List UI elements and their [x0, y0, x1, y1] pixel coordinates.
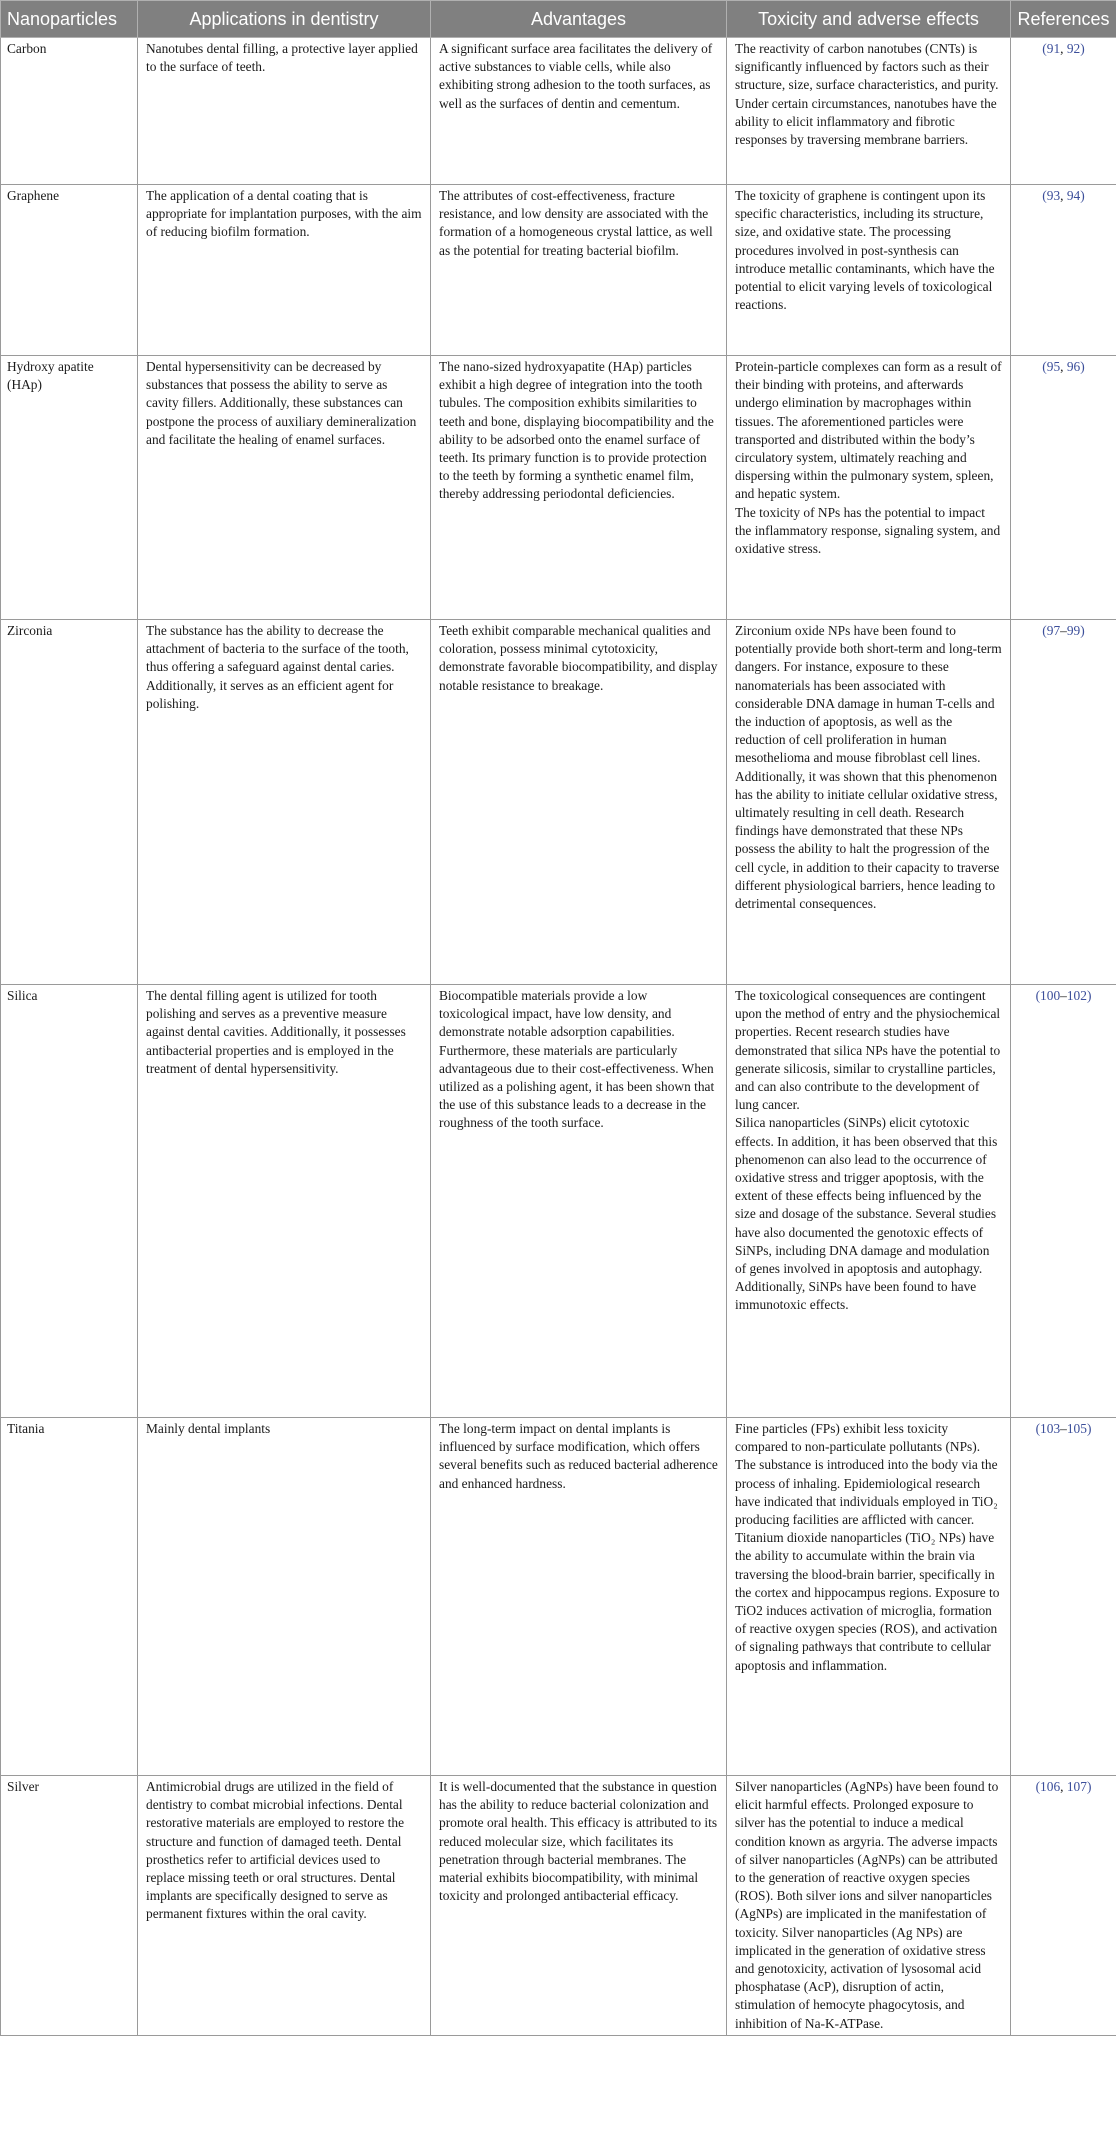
toxicity-cell: [727, 185, 1011, 356]
reference-separator: ,: [1060, 359, 1067, 374]
reference-link[interactable]: 91: [1046, 41, 1061, 56]
reference-link[interactable]: 93: [1046, 188, 1061, 203]
header-nanoparticles: Nanoparticles: [1, 1, 138, 38]
application-cell: Dental hypersensitivity can be decreased by substances that possess the ability to serve as cavity fillers. Additionally, these substances can postpone the process of auxiliary demineralization and facilitate the healing of enamel surfaces.: [138, 356, 431, 620]
reference-link[interactable]: 102: [1066, 988, 1087, 1003]
toxicity-cell: [727, 985, 1011, 1418]
advantages-cell: It is well-documented that the substance in question has the ability to reduce bacterial colonization and promote oral health. This efficacy is attributed to its reduced molecular size, which facilitates its penetration through bacterial membranes. The material exhibits biocompatibility, with minimal toxicity and prolonged antibacterial efficacy.: [431, 1776, 727, 2036]
references-cell: (95, 96): [1011, 356, 1116, 620]
header-references: References: [1011, 1, 1116, 38]
reference-link[interactable]: 97: [1046, 623, 1061, 638]
reference-link[interactable]: 103: [1040, 1421, 1061, 1436]
table-body: [1, 38, 1116, 2036]
references-cell: (93, 94): [1011, 185, 1116, 356]
header-row: [1, 1, 1116, 38]
toxicity-paragraph: Fine particles (FPs) exhibit less toxicity compared to non-particulate pollutants (NPs). The substance is introduced into the body via the process of inhaling. Epidemiological research have indicated that individuals employed in TiO₂ producing facilities are afflicted with cancer. Titanium dioxide nanoparticles (TiO₂ NPs) have the ability to accumulate within the brain via traversing the blood-brain barrier, specifically in the cortex and hippocampus regions. Exposure to TiO2 induces activation of microglia, formation of reactive oxygen species (ROS), and activation of signaling pathways that contribute to cellular apoptosis and inflammation.: [735, 1421, 1000, 1673]
header-advantages: Advantages: [431, 1, 727, 38]
reference-separator: –: [1060, 623, 1067, 638]
reference-separator: ,: [1060, 1779, 1067, 1794]
toxicity-paragraph: The toxicity of graphene is contingent upon its specific characteristics, including its structure, size, and oxidative state. The processing procedures involved in post-synthesis can introduce metallic contaminants, which have the potential to elicit varying levels of toxicological reactions.: [735, 188, 995, 313]
toxicity-paragraph: Silica nanoparticles (SiNPs) elicit cytotoxic effects. In addition, it has been observed that this phenomenon can also lead to the occurrence of oxidative stress and trigger apoptosis, with the extent of these effects being influenced by the size and dosage of the substance. Several studies have also documented the genotoxic effects of SiNPs, including DNA damage and modulation of genes involved in apoptosis and autophagy. Additionally, SiNPs have been found to have immunotoxic effects.: [735, 1115, 998, 1313]
references-cell: (91, 92): [1011, 38, 1116, 185]
toxicity-paragraph: The toxicological consequences are contingent upon the method of entry and the physiochemical properties. Recent research studies have demonstrated that silica NPs have the potential to generate silicosis, similar to crystalline particles, and can also contribute to the development of lung cancer.: [735, 988, 1001, 1113]
header-toxicity: Toxicity and adverse effects: [727, 1, 1011, 38]
table-row: [1, 356, 1116, 620]
application-cell: Nanotubes dental filling, a protective layer applied to the surface of teeth.: [138, 38, 431, 185]
nanoparticle-name: Titania: [1, 1418, 138, 1776]
table-row: [1, 185, 1116, 356]
references-cell: (106, 107): [1011, 1776, 1116, 2036]
toxicity-paragraph: The toxicity of NPs has the potential to impact the inflammatory response, signaling system, and oxidative stress.: [735, 504, 1001, 557]
table-header: [1, 1, 1116, 38]
application-cell: Mainly dental implants: [138, 1418, 431, 1776]
nanoparticle-name: Zirconia: [1, 620, 138, 985]
toxicity-cell: [727, 1418, 1011, 1776]
table-row: [1, 1418, 1116, 1776]
nanoparticle-name: Graphene: [1, 185, 138, 356]
reference-link[interactable]: 99: [1066, 623, 1081, 638]
reference-separator: ,: [1060, 188, 1067, 203]
reference-link[interactable]: 94: [1066, 188, 1081, 203]
advantages-cell: Teeth exhibit comparable mechanical qualities and coloration, possess minimal cytotoxicity, demonstrate favorable biocompatibility, and display notable resistance to breakage.: [431, 620, 727, 985]
nanoparticle-name: Carbon: [1, 38, 138, 185]
toxicity-cell: [727, 1776, 1011, 2036]
table-row: [1, 38, 1116, 185]
reference-separator: ,: [1060, 41, 1067, 56]
reference-link[interactable]: 92: [1066, 41, 1081, 56]
table-row: [1, 620, 1116, 985]
toxicity-paragraph: The reactivity of carbon nanotubes (CNTs) is significantly influenced by factors such as their structure, size, surface characteristics, and purity. Under certain circumstances, nanotubes have the ability to elicit inflammatory and fibrotic responses by traversing membrane barriers.: [735, 41, 999, 148]
reference-link[interactable]: 107: [1066, 1779, 1087, 1794]
toxicity-paragraph: Protein-particle complexes can form as a result of their binding with proteins, and afterwards undergo elimination by macrophages within tissues. The aforementioned particles were transported and distributed within the body’s circulatory system, ultimately reaching and dispersing within the pulmonary system, spleen, and hepatic system.: [735, 359, 1002, 502]
reference-link[interactable]: 96: [1066, 359, 1081, 374]
nanoparticle-name: Hydroxy apatite (HAp): [1, 356, 138, 620]
reference-link[interactable]: 100: [1040, 988, 1061, 1003]
references-cell: (100–102): [1011, 985, 1116, 1418]
application-cell: The dental filling agent is utilized for tooth polishing and serves as a preventive measure against dental cavities. Additionally, it possesses antibacterial properties and is employed in the treatment of dental hypersensitivity.: [138, 985, 431, 1418]
table-row: [1, 985, 1116, 1418]
application-cell: The substance has the ability to decrease the attachment of bacteria to the surface of the tooth, thus offering a safeguard against dental caries. Additionally, it serves as an efficient agent for polishing.: [138, 620, 431, 985]
table-row: [1, 1776, 1116, 2036]
reference-link[interactable]: 106: [1040, 1779, 1061, 1794]
advantages-cell: The nano-sized hydroxyapatite (HAp) particles exhibit a high degree of integration into the tooth tubules. The composition exhibits similarities to teeth and bone, displaying biocompatibility and the ability to be adsorbed onto the enamel surface of teeth. Its primary function is to provide protection to the teeth by forming a synthetic enamel film, thereby addressing periodontal deficiencies.: [431, 356, 727, 620]
advantages-cell: The attributes of cost-effectiveness, fracture resistance, and low density are associated with the formation of a homogeneous crystal lattice, as well as the potential for treating bacterial biofilm.: [431, 185, 727, 356]
advantages-cell: A significant surface area facilitates the delivery of active substances to viable cells, while also exhibiting strong adhesion to the tooth surfaces, as well as the surfaces of dentin and cementum.: [431, 38, 727, 185]
toxicity-cell: [727, 620, 1011, 985]
nanoparticle-name: Silver: [1, 1776, 138, 2036]
toxicity-cell: [727, 38, 1011, 185]
toxicity-paragraph: Silver nanoparticles (AgNPs) have been found to elicit harmful effects. Prolonged exposure to silver has the potential to induce a medical condition known as argyria. The adverse impacts of silver nanoparticles (AgNPs) can be attributed to the generation of reactive oxygen species (ROS). Both silver ions and silver nanoparticles (AgNPs) are implicated in the manifestation of toxicity. Silver nanoparticles (Ag NPs) are implicated in the generation of oxidative stress and genotoxicity, activation of lysosomal acid phosphatase (AcP), disruption of actin, stimulation of hemocyte phagocytosis, and inhibition of Na-K-ATPase.: [735, 1779, 999, 2031]
advantages-cell: The long-term impact on dental implants is influenced by surface modification, which offers several benefits such as reduced bacterial adherence and enhanced hardness.: [431, 1418, 727, 1776]
toxicity-paragraph: Zirconium oxide NPs have been found to potentially provide both short-term and long-term dangers. For instance, exposure to these nanomaterials has been associated with considerable DNA damage in human T-cells and the induction of apoptosis, as well as the reduction of cell proliferation in human mesothelioma and mouse fibroblast cell lines. Additionally, it was shown that this phenomenon has the ability to initiate cellular oxidative stress, ultimately resulting in cell death. Research findings have demonstrated that these NPs possess the ability to halt the progression of the cell cycle, in addition to their capacity to traverse different physiological barriers, hence leading to detrimental consequences.: [735, 623, 1002, 912]
reference-link[interactable]: 105: [1066, 1421, 1087, 1436]
application-cell: The application of a dental coating that is appropriate for implantation purposes, with the aim of reducing biofilm formation.: [138, 185, 431, 356]
references-cell: (103–105): [1011, 1418, 1116, 1776]
advantages-cell: Biocompatible materials provide a low toxicological impact, have low density, and demonstrate notable adsorption capabilities. Furthermore, these materials are particularly advantageous due to their cost-effectiveness. When utilized as a polishing agent, it has been shown that the use of this substance leads to a decrease in the roughness of the tooth surface.: [431, 985, 727, 1418]
references-cell: (97–99): [1011, 620, 1116, 985]
toxicity-cell: [727, 356, 1011, 620]
header-applications: Applications in dentistry: [138, 1, 431, 38]
application-cell: Antimicrobial drugs are utilized in the field of dentistry to combat microbial infections. Dental restorative materials are employed to restore the structure and function of damaged teeth. Dental prosthetics refer to artificial devices used to replace missing teeth or oral structures. Dental implants are specifically designed to serve as permanent fixtures within the oral cavity.: [138, 1776, 431, 2036]
reference-link[interactable]: 95: [1046, 359, 1061, 374]
reference-separator: –: [1060, 1421, 1067, 1436]
reference-separator: –: [1060, 988, 1067, 1003]
nanoparticle-name: Silica: [1, 985, 138, 1418]
